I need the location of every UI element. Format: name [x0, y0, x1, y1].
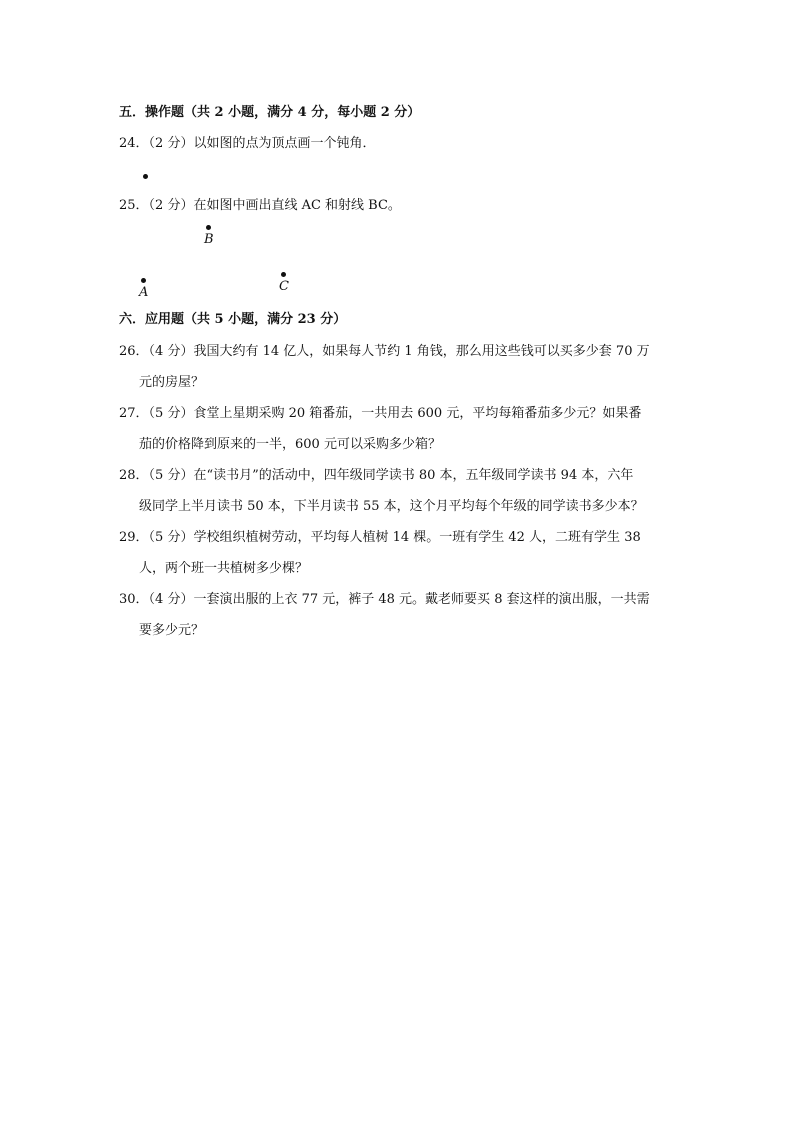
question-25: 25．（2 分）在如图中画出直线 AC 和射线 BC。: [119, 198, 401, 213]
question-28-line1: 28．（5 分）在“读书月”的活动中，四年级同学读书 80 本，五年级同学读书 94 本，六年: [119, 468, 634, 483]
section5-heading: 五．操作题（共 2 小题，满分 4 分，每小题 2 分）: [119, 105, 421, 120]
point-c-dot: [281, 272, 286, 277]
point-b-label: B: [204, 232, 214, 247]
question-26-line2: 元的房屋？: [139, 375, 205, 390]
question-29-line1: 29．（5 分）学校组织植树劳动，平均每人植树 14 棵。一班有学生 42 人，二班有学生 38: [119, 530, 641, 545]
question-27-line2: 茄的价格降到原来的一半，600 元可以采购多少箱？: [139, 437, 441, 452]
question-30-line1: 30．（4 分）一套演出服的上衣 77 元，裤子 48 元。戴老师要买 8 套这样的演出服，一共需: [119, 592, 650, 607]
question-26-line1: 26．（4 分）我国大约有 14 亿人，如果每人节约 1 角钱，那么用这些钱可以买多少套 70 万: [119, 344, 650, 359]
question-27-line1: 27．（5 分）食堂上星期采购 20 箱番茄，一共用去 600 元，平均每箱番茄多少元？如果番: [119, 406, 642, 421]
point-a-dot: [141, 278, 146, 283]
question-24: 24．（2 分）以如图的点为顶点画一个钝角．: [119, 136, 376, 151]
section6-heading: 六．应用题（共 5 小题，满分 23 分）: [119, 312, 347, 327]
point-a-label: A: [139, 285, 149, 300]
question-30-line2: 要多少元？: [139, 623, 205, 638]
point-c-label: C: [279, 279, 289, 294]
vertex-point: [143, 174, 148, 179]
question-29-line2: 人，两个班一共植树多少棵？: [139, 561, 309, 576]
point-b-dot: [206, 225, 211, 230]
question-28-line2: 级同学上半月读书 50 本，下半月读书 55 本，这个月平均每个年级的同学读书多少本？: [139, 499, 644, 514]
